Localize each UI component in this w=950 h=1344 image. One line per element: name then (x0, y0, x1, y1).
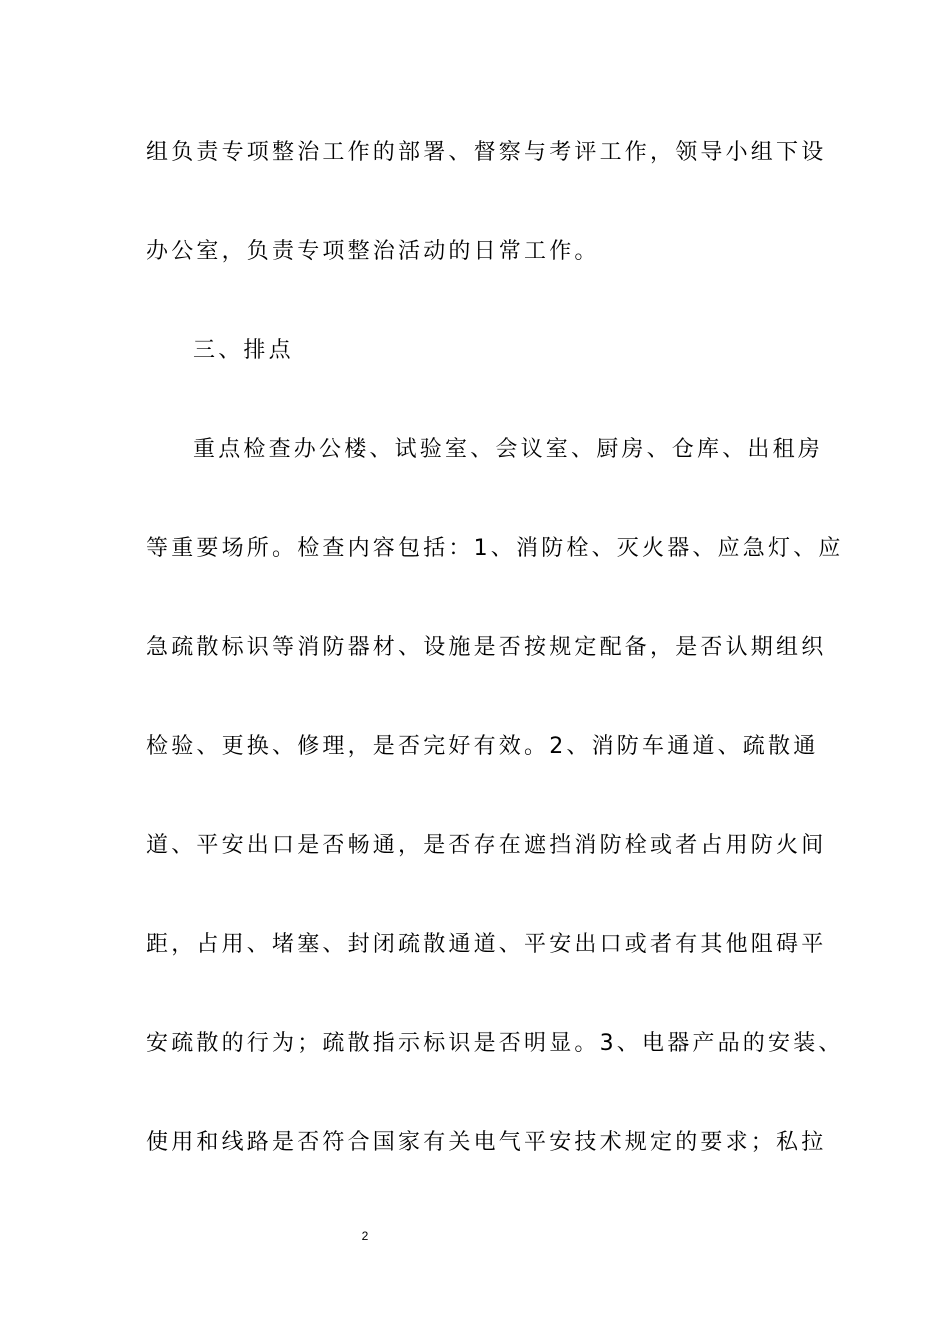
text-line-4: 重点检查办公楼、试验室、会议室、厨房、仓库、出租房 (193, 437, 824, 462)
text-line-5: 等重要场所。检查内容包括：1、消防栓、灭火器、应急灯、应 (146, 536, 844, 561)
section-heading: 三、排点 (193, 338, 294, 363)
text-line-2: 办公室，负责专项整治活动的日常工作。 (146, 239, 600, 264)
text-line-8: 道、平安出口是否畅通，是否存在遮挡消防栓或者占用防火间 (146, 833, 827, 858)
text-line-6: 急疏散标识等消防器材、设施是否按规定配备，是否认期组织 (146, 635, 827, 660)
text-line-9: 距，占用、堵塞、封闭疏散通道、平安出口或者有其他阻碍平 (146, 932, 827, 957)
text-line-1: 组负责专项整治工作的部署、督察与考评工作，领导小组下设 (146, 140, 827, 165)
text-line-7: 检验、更换、修理，是否完好有效。2、消防车通道、疏散通 (146, 734, 819, 759)
text-line-10: 安疏散的行为；疏散指示标识是否明显。3、电器产品的安装、 (146, 1031, 844, 1056)
page-number: 2 (361, 1229, 369, 1243)
text-line-11: 使用和线路是否符合国家有关电气平安技术规定的要求；私拉 (146, 1130, 827, 1155)
